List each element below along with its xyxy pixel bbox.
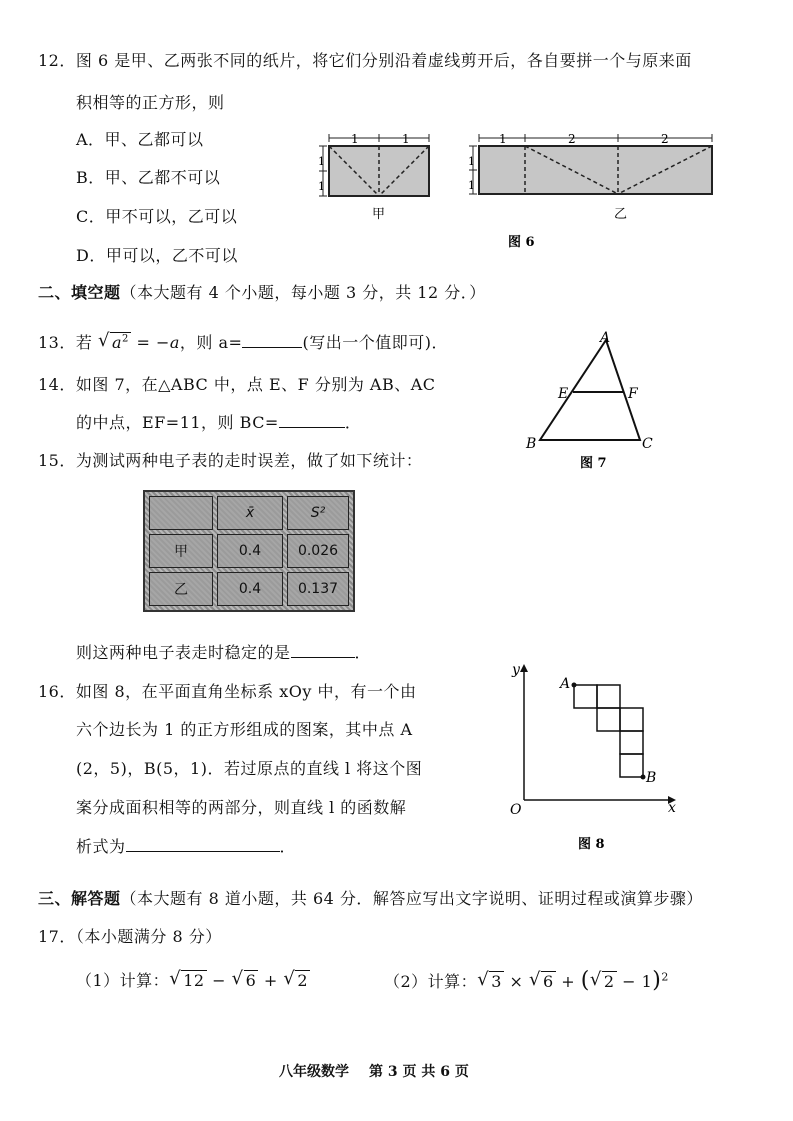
q17-p2-rparen: ) xyxy=(652,968,662,993)
q16-line4: 案分成面积相等的两部分，则直线 l 的函数解 xyxy=(76,798,407,817)
q15-line1: 15．为测试两种电子表的走时误差，做了如下统计： xyxy=(38,451,423,470)
q17-p2-r1: 3 xyxy=(491,972,502,991)
q15-line2 xyxy=(76,640,371,663)
q17-p2-op1: × xyxy=(503,972,529,991)
pt-f: F xyxy=(628,386,638,402)
fig8-caption: 图 8 xyxy=(578,837,605,852)
dim-jia-top-2: 1 xyxy=(402,132,410,146)
q17-p2-sqrt3: √ 2 xyxy=(589,969,615,991)
q16-line2: 六个边长为 1 的正方形组成的图案，其中点 A xyxy=(76,720,413,739)
q17-p2-r3: 2 xyxy=(603,972,615,991)
figure-7 xyxy=(520,330,660,475)
pt-c: C xyxy=(642,436,653,452)
table-header-variance: S² xyxy=(287,496,349,530)
origin-label: O xyxy=(510,802,522,818)
footer xyxy=(279,1061,469,1081)
q17-title: 17．（本小题满分 8 分） xyxy=(38,927,222,946)
figure-6 xyxy=(318,132,723,252)
q14-line2-text: 的中点，EF=11，则 BC= xyxy=(76,413,279,432)
axis-y-label: y xyxy=(512,662,520,678)
paper-jia xyxy=(318,132,429,222)
q12-line1: 12．图 6 是甲、乙两张不同的纸片，将它们分别沿着虚线剪开后，各自要拼一个与原来面 xyxy=(38,51,692,70)
footer-subject: 八年级数学 xyxy=(279,1064,349,1080)
table-header-mean: x̄ xyxy=(217,496,283,530)
q14-end: ． xyxy=(344,413,362,432)
q15-end: ． xyxy=(354,643,372,662)
q12-option-a: A．甲、乙都可以 xyxy=(76,130,204,149)
section3-note: （本大题有 8 道小题，共 64 分．解答应写出文字说明、证明过程或演算步骤） xyxy=(120,889,703,908)
q15-answer-blank[interactable] xyxy=(291,643,355,658)
q17-part1-prefix: （1）计算： xyxy=(76,971,170,990)
q14-line1: 14．如图 7，在△ABC 中，点 E、F 分别为 AB、AC xyxy=(38,375,436,394)
q17-p2-r2: 6 xyxy=(542,972,554,991)
q13-suffix: (写出一个值即可)． xyxy=(302,333,448,352)
table-row-yi-variance: 0.137 xyxy=(287,572,349,606)
q14-line2 xyxy=(76,410,361,433)
q17-p2-op2: + xyxy=(555,972,581,991)
section3-heading: 三、解答题 xyxy=(38,889,121,908)
section2-note: （本大题有 4 个小题，每小题 3 分，共 12 分．） xyxy=(120,283,486,302)
pt-e: E xyxy=(558,386,569,402)
paper-yi xyxy=(468,132,712,222)
section2-heading: 二、填空题 xyxy=(38,283,121,302)
q17-p2-tail: − 1 xyxy=(616,972,653,991)
q13-prefix: 13．若 xyxy=(38,333,93,352)
q16-line5 xyxy=(76,834,296,857)
table-row-yi-mean: 0.4 xyxy=(217,572,283,606)
q17-p1-op2: + xyxy=(258,971,284,990)
q14-answer-blank[interactable] xyxy=(279,413,345,428)
dim-yi-left-1: 1 xyxy=(468,155,475,168)
q17-p1-r2: 6 xyxy=(245,971,257,990)
q13-mid: ，则 a= xyxy=(179,333,243,352)
q12-option-b: B．甲、乙都不可以 xyxy=(76,168,221,187)
q13-eq: = −a xyxy=(130,333,180,352)
q13-answer-blank[interactable] xyxy=(242,333,302,348)
point-a-dot xyxy=(572,683,577,688)
figure-8 xyxy=(500,660,690,855)
q17-p1-r3: 2 xyxy=(297,971,309,990)
q17-p1-sqrt3: √ 2 xyxy=(283,968,309,990)
fig-yi-label: 乙 xyxy=(614,207,628,222)
dim-jia-top-1: 1 xyxy=(351,132,359,146)
q17-part2-prefix: （2）计算： xyxy=(384,972,478,991)
q13-sqrt: √ $a^2$ xyxy=(97,330,129,352)
axis-x-label: x xyxy=(668,800,676,816)
table-row-yi-label: 乙 xyxy=(149,572,213,606)
fig6-caption: 图 6 xyxy=(508,235,535,250)
q16-end: ． xyxy=(279,837,297,856)
section2-title xyxy=(38,280,486,303)
q16-answer-blank[interactable] xyxy=(126,837,280,852)
dim-yi-top-1: 1 xyxy=(499,132,507,146)
table-row-jia-variance: 0.026 xyxy=(287,534,349,568)
q13 xyxy=(38,330,448,353)
point-a-label: A xyxy=(560,676,571,692)
q17-p1-sqrt2: √ 6 xyxy=(231,968,257,990)
q17-p1-op1: − xyxy=(206,971,232,990)
dim-yi-top-3: 2 xyxy=(661,132,669,146)
q16-line3: (2，5)，B(5，1)．若过原点的直线 l 将这个图 xyxy=(76,759,423,778)
q17-part1 xyxy=(76,968,310,991)
q16-line5-text: 析式为 xyxy=(76,837,126,856)
point-b-label: B xyxy=(646,770,657,786)
q13-exp: 2 xyxy=(122,333,129,345)
q17-part2 xyxy=(384,968,669,993)
q12-line2: 积相等的正方形，则 xyxy=(76,93,225,112)
q17-p2-sqrt1: √ 3 xyxy=(477,969,502,991)
dim-yi-left-2: 1 xyxy=(468,179,475,192)
fig7-caption: 图 7 xyxy=(580,456,607,471)
q15-line2-text: 则这两种电子表走时稳定的是 xyxy=(76,643,291,662)
pt-a: A xyxy=(600,330,611,346)
q12-option-d: D．甲可以，乙不可以 xyxy=(76,246,238,265)
table-header-blank xyxy=(149,496,213,530)
table-row-jia-mean: 0.4 xyxy=(217,534,283,568)
pt-b: B xyxy=(526,436,537,452)
q17-p2-lparen: ( xyxy=(580,968,590,993)
q16-line1: 16．如图 8，在平面直角坐标系 xOy 中，有一个由 xyxy=(38,682,417,701)
dim-yi-top-2: 2 xyxy=(568,132,576,146)
footer-page: 第 3 页 共 6 页 xyxy=(369,1064,469,1080)
q17-p1-r1: 12 xyxy=(183,971,205,990)
dim-jia-left-2: 1 xyxy=(318,180,325,193)
section3-title xyxy=(38,886,703,909)
dim-jia-left-1: 1 xyxy=(318,155,325,168)
stats-table xyxy=(143,490,355,612)
q12-option-c: C．甲不可以，乙可以 xyxy=(76,207,238,226)
fig-jia-label: 甲 xyxy=(372,207,386,222)
table-row-jia-label: 甲 xyxy=(149,534,213,568)
point-b-dot xyxy=(641,775,646,780)
q17-p2-sqrt2: √ 6 xyxy=(528,969,554,991)
six-squares xyxy=(574,685,643,777)
q13-radicand: a xyxy=(111,333,123,352)
q17-p1-sqrt1: √ 12 xyxy=(169,968,205,990)
q17-p2-exp: 2 xyxy=(661,970,669,984)
